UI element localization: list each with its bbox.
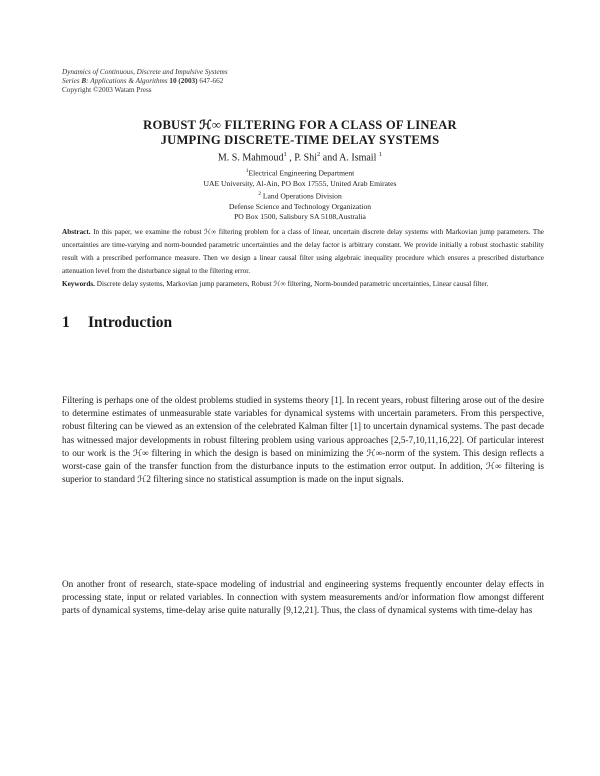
journal-series <box>62 77 228 86</box>
affil-line-4: Defense Science and Technology Organization <box>228 201 372 211</box>
volume: 10 (2003) <box>169 77 198 85</box>
section-heading <box>62 314 172 332</box>
author-1: M. S. Mahmoud <box>217 152 284 164</box>
journal-name: Dynamics of Continuous, Discrete and Impulsive Systems <box>62 68 228 76</box>
affil-sup-1: 1 <box>245 168 249 174</box>
affil-dept: Electrical Engineering Department <box>248 168 355 178</box>
abstract-label: Abstract. <box>62 228 91 236</box>
author-2-sup: 2 <box>317 151 321 158</box>
affil-division: Land Operations Division <box>260 191 342 201</box>
affiliations <box>0 166 600 222</box>
author-list <box>0 151 600 163</box>
affil-line-2: UAE University, Al-Ain, PO Box 17555, United Arab Emirates <box>203 178 397 188</box>
keywords-text: Discrete delay systems, Markovian jump parameters, Robust ℋ∞ filtering, Norm-bounded parametric uncertainties, Linear causal filter. <box>94 279 489 288</box>
affil-line-5: PO Box 1500, Salisbury SA 5108,Australia <box>234 211 366 221</box>
keywords-paragraph <box>62 278 544 291</box>
section-title: Introduction <box>88 314 173 331</box>
affil-sup-2: 2 <box>258 190 261 197</box>
body-paragraph-2: On another front of research, state-space modeling of industrial and engineering systems frequently encounter delay effects in processing state, input or related variables. In connection with system measurements and/or information flow amongst different parts of dynamical systems, time-delay arise quite naturally [9,12,21]. Thus, the class of dynamical systems with time-delay has <box>62 579 544 616</box>
keywords-label: Keywords. <box>62 279 95 288</box>
series-prefix: Series <box>62 77 82 85</box>
author-3: and A. Ismail <box>320 152 379 164</box>
author-2: , P. Shi <box>286 152 317 164</box>
abstract <box>62 226 544 291</box>
body-paragraph-1: Filtering is perhaps one of the oldest problems studied in systems theory [1]. In recent years, robust filtering arose out of the desire to determine estimates of unmeasurable state variables for dynamical systems with uncertain parameters. From this perspective, robust filtering can be viewed as an extension of the celebrated Kalman filter [1] to uncertain dynamical systems. The past decade has witnessed major developments in robust filtering problem using various approaches [2,5-7,10,11,16,22]. Of particular interest to our work is the ℋ∞ filtering in which the design is based on minimizing the ℋ∞-norm of the system. This design reflects a worst-case gain of the transfer function from the disturbance inputs to the estimation error output. In addition, ℋ∞ filtering is superior to standard ℋ2 filtering since no statistical assumption is made on the input signals. <box>62 395 544 485</box>
title-line-2: JUMPING DISCRETE-TIME DELAY SYSTEMS <box>160 133 440 147</box>
affil-line-1 <box>0 166 600 179</box>
author-3-sup: 1 <box>378 151 383 158</box>
pages: 647-662 <box>197 77 224 85</box>
affil-line-3 <box>0 189 600 202</box>
series-letter: B <box>81 77 87 85</box>
series-name: : Applications & Algorithms <box>86 77 170 85</box>
journal-header <box>62 68 228 95</box>
author-1-sup: 1 <box>283 151 287 158</box>
paper-title <box>0 118 600 148</box>
abstract-paragraph <box>62 226 544 278</box>
title-line-1: ROBUST ℋ∞ FILTERING FOR A CLASS OF LINEAR <box>143 118 457 132</box>
abstract-text: In this paper, we examine the robust ℋ∞ filtering problem for a class of linear, uncertain discrete delay systems with Markovian jump parameters. The uncertainties are time-varying and norm-bounded parametric uncertainties and the delay factor is arbitrary constant. We provide initially a robust stochastic stability result with a prescribed performance measure. Then we design a linear causal filter using algebraic inequality procedure which ensures a prescribed disturbance attenuation level from the disturbance signal to the filtering error. <box>62 228 544 275</box>
copyright: Copyright ©2003 Watam Press <box>62 86 152 94</box>
section-number: 1 <box>62 314 70 331</box>
